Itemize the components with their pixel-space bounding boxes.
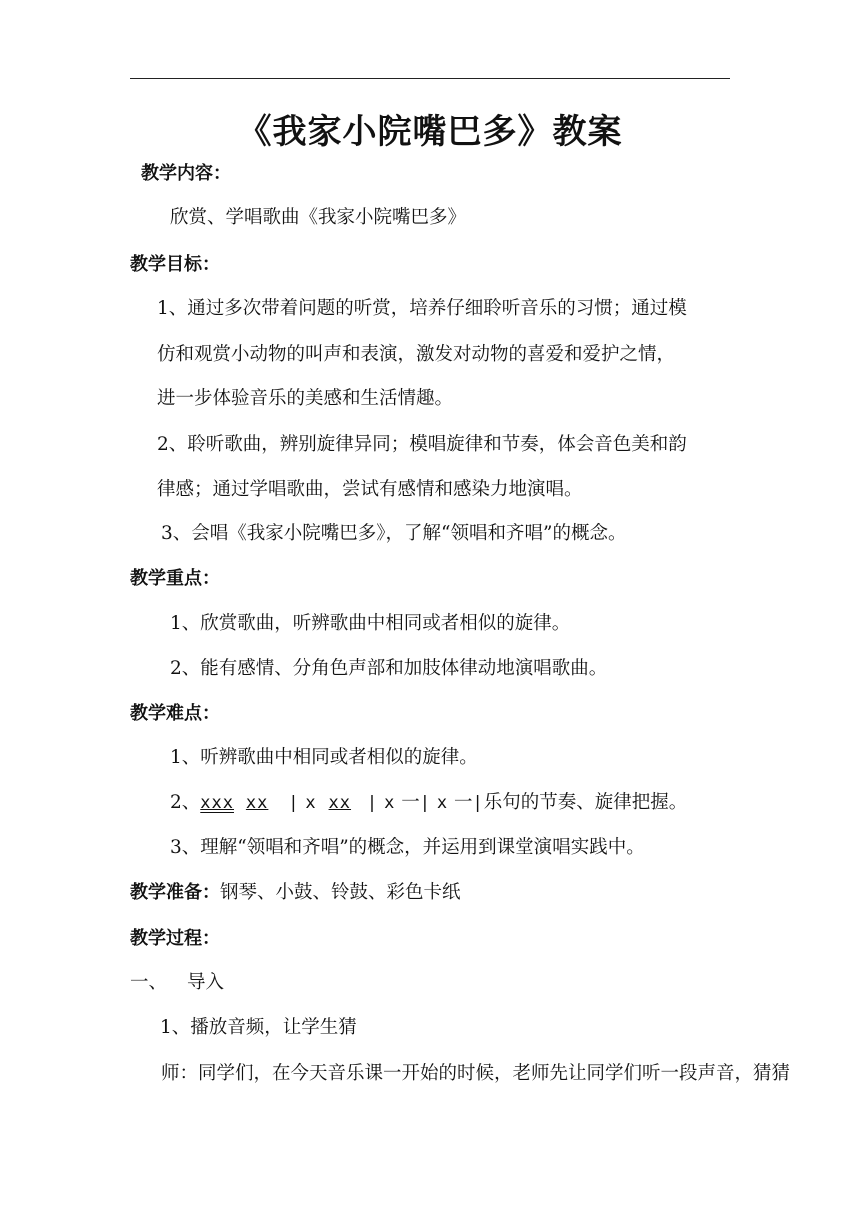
goal-line: 仿和观赏小动物的叫声和表演，激发对动物的喜爱和爱护之情， [157,344,676,365]
bar-line: | [472,793,484,813]
bar-line: | [288,793,300,813]
rhythm-suffix: 乐句的节奏、旋律把握。 [483,792,688,813]
rhythm-dash: 一 [401,792,420,813]
goal-line: 3、会唱《我家小院嘴巴多》，了解“领唱和齐唱”的概念。 [161,523,627,544]
difficult-point: 3、理解“领唱和齐唱”的概念，并运用到课堂演唱实践中。 [170,837,645,858]
rhythm-line [170,791,687,815]
rhythm-note: x [384,793,396,813]
rhythm-note: xx [328,793,352,813]
key-heading: 教学重点： [130,568,220,589]
section-number: 一、 [130,972,168,993]
prep-text: 钢琴、小鼓、铃鼓、彩色卡纸 [220,882,461,903]
rhythm-note: x [305,793,317,813]
section-title: 导入 [187,972,225,993]
difficult-heading: 教学难点： [130,703,220,724]
content-heading: 教学内容： [141,163,231,184]
section-one [130,971,224,995]
process-heading: 教学过程： [130,928,220,949]
rhythm-dash: 一 [454,792,473,813]
rhythm-note: xx [245,793,269,813]
header-rule [130,78,730,79]
goals-heading: 教学目标： [130,254,220,275]
difficult-point: 1、听辨歌曲中相同或者相似的旋律。 [170,747,478,768]
goal-line: 1、通过多次带着问题的听赏，培养仔细聆听音乐的习惯；通过模 [157,298,687,319]
prep-line [130,881,461,905]
rhythm-note: x [436,793,449,813]
key-point: 2、能有感情、分角色声部和加肢体律动地演唱歌曲。 [170,658,608,679]
teacher-dialogue: 师：同学们，在今天音乐课一开始的时候，老师先让同学们听一段声音，猜猜 [161,1063,791,1084]
goal-line: 进一步体验音乐的美感和生活情趣。 [157,388,454,409]
rhythm-note: xxx [200,793,234,813]
goal-line: 2、聆听歌曲，辨别旋律异同；模唱旋律和节奏，体会音色美和韵 [157,434,687,455]
page-title: 《我家小院嘴巴多》教案 [237,112,623,152]
prep-heading: 教学准备： [130,882,220,903]
rhythm-prefix: 2、 [170,792,201,813]
key-point: 1、欣赏歌曲，听辨歌曲中相同或者相似的旋律。 [170,613,571,634]
bar-line: | [366,793,379,813]
step-item: 1、播放音频，让学生猜 [160,1017,357,1038]
goal-line: 律感；通过学唱歌曲，尝试有感情和感染力地演唱。 [157,479,583,500]
bar-line: | [419,793,431,813]
content-text: 欣赏、学唱歌曲《我家小院嘴巴多》 [170,207,467,228]
